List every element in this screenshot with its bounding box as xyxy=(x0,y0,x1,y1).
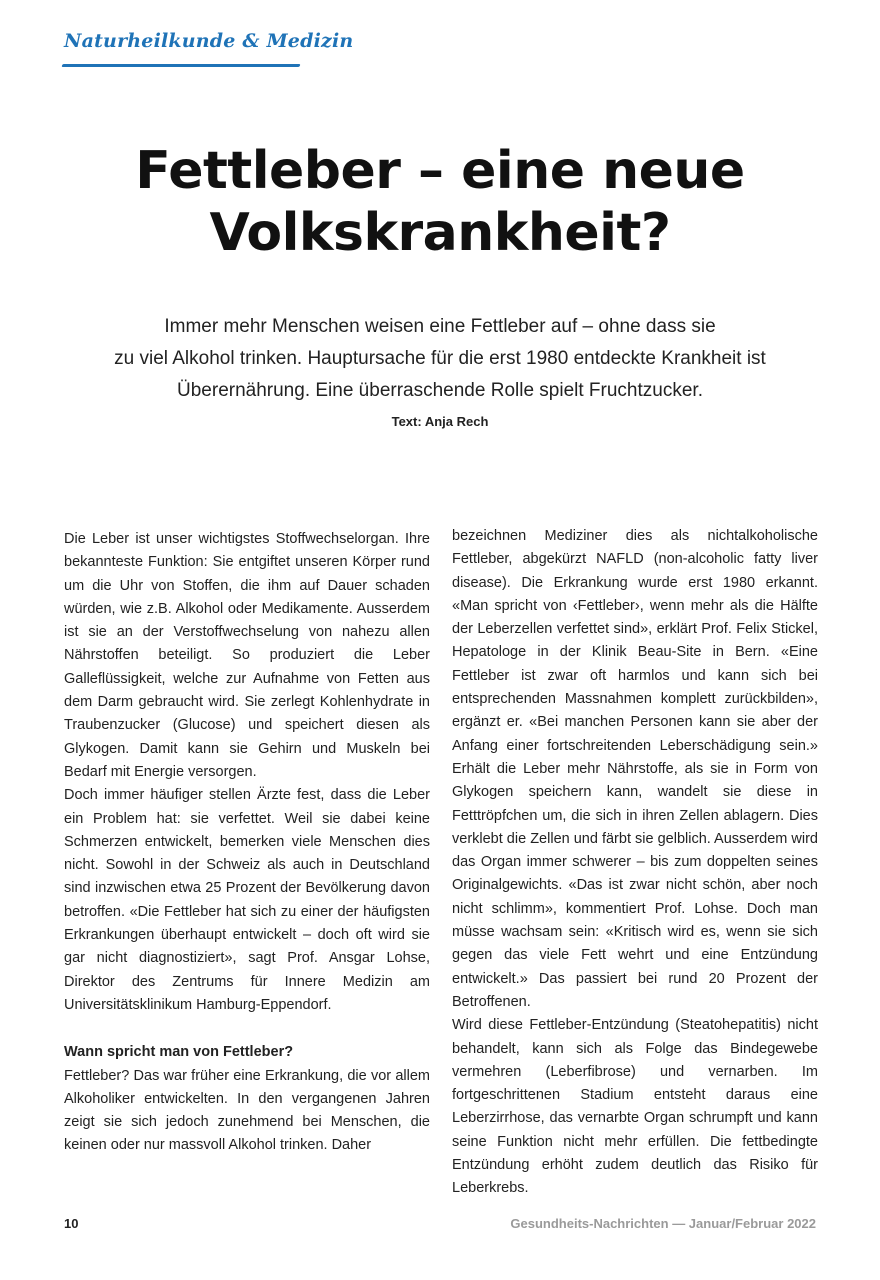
body-paragraph: Die Leber ist unser wichtigstes Stoffwechselorgan. Ihre bekannteste Funktion: Sie entgiftet unseren Körper rund um die Uhr von Stoffen, die ihm auf Dauer schaden würden, wie z.B. Alkohol oder Medikamente. Ausserdem ist sie an der Verstoffwechselung von nahezu allen Nährstoffen beteiligt. So produziert die Leber Galleflüssigkeit, welche zur Aufnahme von Fetten aus dem Darm gebraucht wird. Sie zerlegt Kohlenhydrate in Traubenzucker (Glucose) und speichert diesen als Glykogen. Damit kann sie Gehirn und Muskeln bei Bedarf mit Energie versorgen. xyxy=(64,531,430,780)
lead-line-1: Immer mehr Menschen weisen eine Fettleber auf – ohne dass sie xyxy=(164,316,716,337)
body-paragraph: Wird diese Fettleber-Entzündung (Steatohepatitis) nicht behandelt, kann sich als Folge das Bindegewebe vermehren (Leberfibrose) und vernarben. Im fortgeschrittenen Stadium entsteht daraus eine Leberzirrhose, das vernarbte Organ schrumpft und kann seine Funktion nicht mehr erfüllen. Die fettbedingte Entzündung erhöht zudem deutlich das Risiko für Leberkrebs. xyxy=(452,1017,818,1197)
article-lead xyxy=(60,311,820,407)
title-line-2: Volkskrankheit? xyxy=(209,203,671,263)
lead-line-2: zu viel Alkohol trinken. Hauptursache für die erst 1980 entdeckte Krankheit ist xyxy=(114,348,766,369)
body-paragraph: Doch immer häufiger stellen Ärzte fest, dass die Leber ein Problem hat: sie verfettet. Weil sie dabei keine Schmerzen entwickelt, bemerken viele Menschen dies nicht. Sowohl in der Schweiz als auch in Deutschland sind inzwischen etwa 25 Prozent der Bevölkerung davon betroffen. «Die Fettleber hat sich zu einer der häufigsten Erkrankungen überhaupt entwickelt – doch oft wird sie gar nicht diagnostiziert», sagt Prof. Ansgar Lohse, Direktor des Zentrums für Innere Medizin am Universitätsklinikum Hamburg-Eppendorf. xyxy=(64,787,430,1013)
body-paragraph: Fettleber? Das war früher eine Erkrankung, die vor allem Alkoholiker entwickelten. In den vergangenen Jahren zeigt sie sich jedoch zunehmend bei Menschen, die keinen oder nur massvoll Alkohol trinken. Daher xyxy=(64,1067,430,1154)
publication-footer: Gesundheits-Nachrichten — Januar/Februar 2022 xyxy=(510,1216,816,1231)
title-line-1: Fettleber – eine neue xyxy=(135,141,745,201)
section-label: Naturheilkunde & Medizin xyxy=(64,30,354,52)
subheading: Wann spricht man von Fettleber? xyxy=(64,1044,294,1061)
article-title xyxy=(40,140,840,264)
right-column xyxy=(452,525,818,1201)
page-number: 10 xyxy=(64,1216,79,1231)
body-paragraph: bezeichnen Mediziner dies als nichtalkoholische Fettleber, abgekürzt NAFLD (non-alcoholic fatty liver disease). Die Erkrankung wurde erst 1980 erkannt. «Man spricht von ‹Fettleber›, wenn mehr als die Hälfte der Leberzellen verfettet sind», erklärt Prof. Felix Stickel, Hepatologe in der Klinik Beau-Site in Bern. «Eine Fettleber ist zwar oft harmlos und kann sich bei entsprechenden Massnahmen komplett zurückbilden», ergänzt er. «Bei manchen Personen kann sie aber der Anfang einer fortschreitenden Leberschädigung sein.» Erhält die Leber mehr Nährstoffe, als sie in Form von Glykogen speichern kann, wandelt sie diese in Fetttröpfchen um, die sich in ihren Zellen ablagern. Dies verklebt die Zellen und färbt sie gelblich. Ausserdem wird das Organ immer schwerer – bis zum doppelten seines Originalgewichts. «Das ist zwar nicht schön, aber noch nicht schlimm», kommentiert Prof. Lohse. Doch man müsse wachsam sein: «Kritisch wird es, wenn sie sich gegen das viele Fett wehrt und eine Entzündung entwickelt.» Das passiert bei rund 20 Prozent der Betroffenen. xyxy=(452,528,818,1010)
byline: Text: Anja Rech xyxy=(391,414,489,429)
left-column xyxy=(64,528,430,1158)
section-underline xyxy=(61,64,300,67)
lead-line-3: Überernährung. Eine überraschende Rolle spielt Fruchtzucker. xyxy=(177,380,703,401)
